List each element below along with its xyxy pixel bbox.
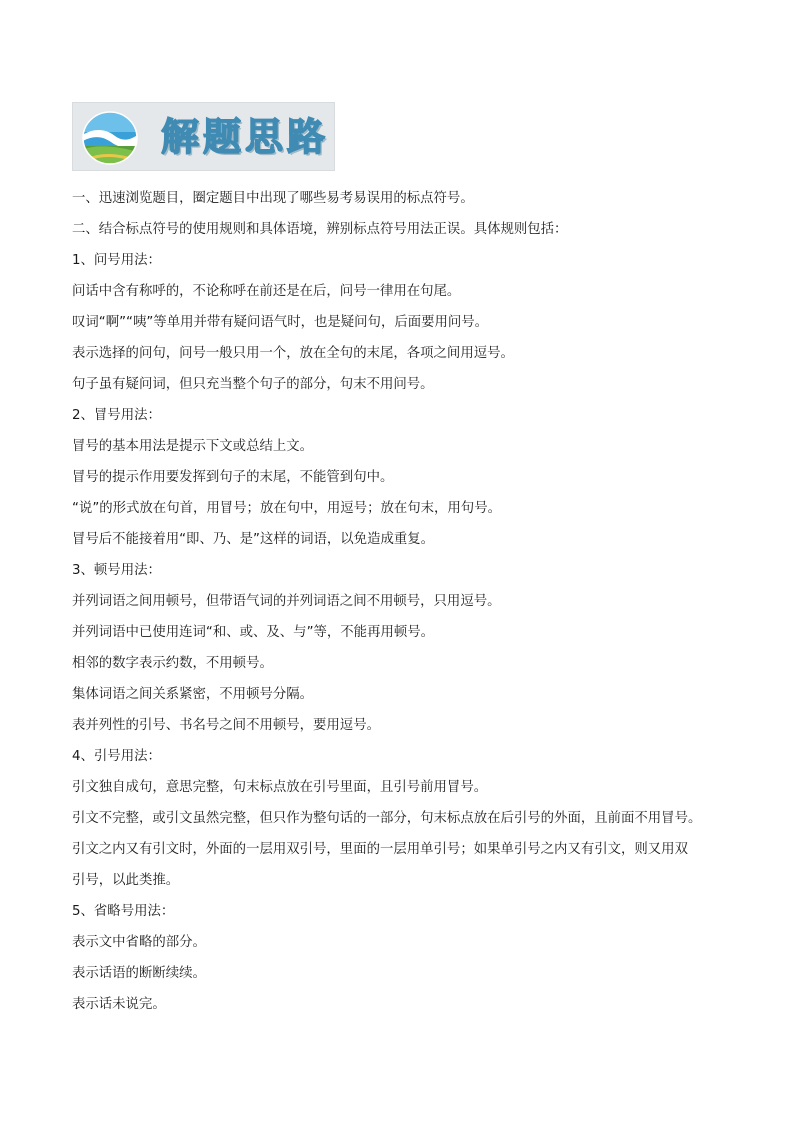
text-line: 并列词语中已使用连词“和、或、及、与”等，不能再用顿号。 xyxy=(72,625,435,640)
text-line: 引号，以此类推。 xyxy=(72,873,180,888)
text-line: 叹词“啊”“咦”等单用并带有疑问语气时，也是疑问句，后面要用问号。 xyxy=(72,315,489,330)
text-line: 二、结合标点符号的使用规则和具体语境，辨别标点符号用法正误。具体规则包括： xyxy=(72,222,568,237)
text-line: 一、迅速浏览题目，圈定题目中出现了哪些易考易误用的标点符号。 xyxy=(72,191,474,206)
text-line: 表示文中省略的部分。 xyxy=(72,935,206,950)
text-line: “说”的形式放在句首，用冒号；放在句中，用逗号；放在句末，用句号。 xyxy=(72,501,501,516)
text-line: 3、顿号用法： xyxy=(72,563,161,578)
text-line: 引文不完整，或引文虽然完整，但只作为整句话的一部分，句末标点放在后引号的外面，且前面不用冒号。 xyxy=(72,811,702,826)
section-banner xyxy=(72,102,335,171)
text-line: 并列词语之间用顿号，但带语气词的并列词语之间不用顿号，只用逗号。 xyxy=(72,594,501,609)
text-line: 问话中含有称呼的，不论称呼在前还是在后，问号一律用在句尾。 xyxy=(72,284,461,299)
text-line: 句子虽有疑问词，但只充当整个句子的部分，句末不用问号。 xyxy=(72,377,434,392)
text-line: 表示选择的问句，问号一般只用一个，放在全句的末尾，各项之间用逗号。 xyxy=(72,346,514,361)
text-line: 表示话语的断断续续。 xyxy=(72,966,206,981)
text-line: 表并列性的引号、书名号之间不用顿号，要用逗号。 xyxy=(72,718,380,733)
text-line: 引文之内又有引文时，外面的一层用双引号，里面的一层用单引号；如果单引号之内又有引文，则又用双 xyxy=(72,842,688,857)
text-line: 表示话未说完。 xyxy=(72,997,166,1012)
solution-steps xyxy=(72,183,732,1020)
text-line: 集体词语之间关系紧密，不用顿号分隔。 xyxy=(72,687,314,702)
text-line: 2、冒号用法： xyxy=(72,408,161,423)
text-line: 4、引号用法： xyxy=(72,749,161,764)
text-line: 引文独自成句，意思完整，句末标点放在引号里面，且引号前用冒号。 xyxy=(72,780,488,795)
banner-title: 解题思路 xyxy=(161,114,330,159)
text-line: 冒号的基本用法是提示下文或总结上文。 xyxy=(72,439,314,454)
text-line: 1、问号用法： xyxy=(72,253,161,268)
text-line: 5、省略号用法： xyxy=(72,904,175,919)
sun-wave-logo-icon xyxy=(81,110,139,166)
text-line: 冒号的提示作用要发挥到句子的末尾，不能管到句中。 xyxy=(72,470,394,485)
text-line: 冒号后不能接着用“即、乃、是”这样的词语，以免造成重复。 xyxy=(72,532,435,547)
text-line: 相邻的数字表示约数，不用顿号。 xyxy=(72,656,273,671)
